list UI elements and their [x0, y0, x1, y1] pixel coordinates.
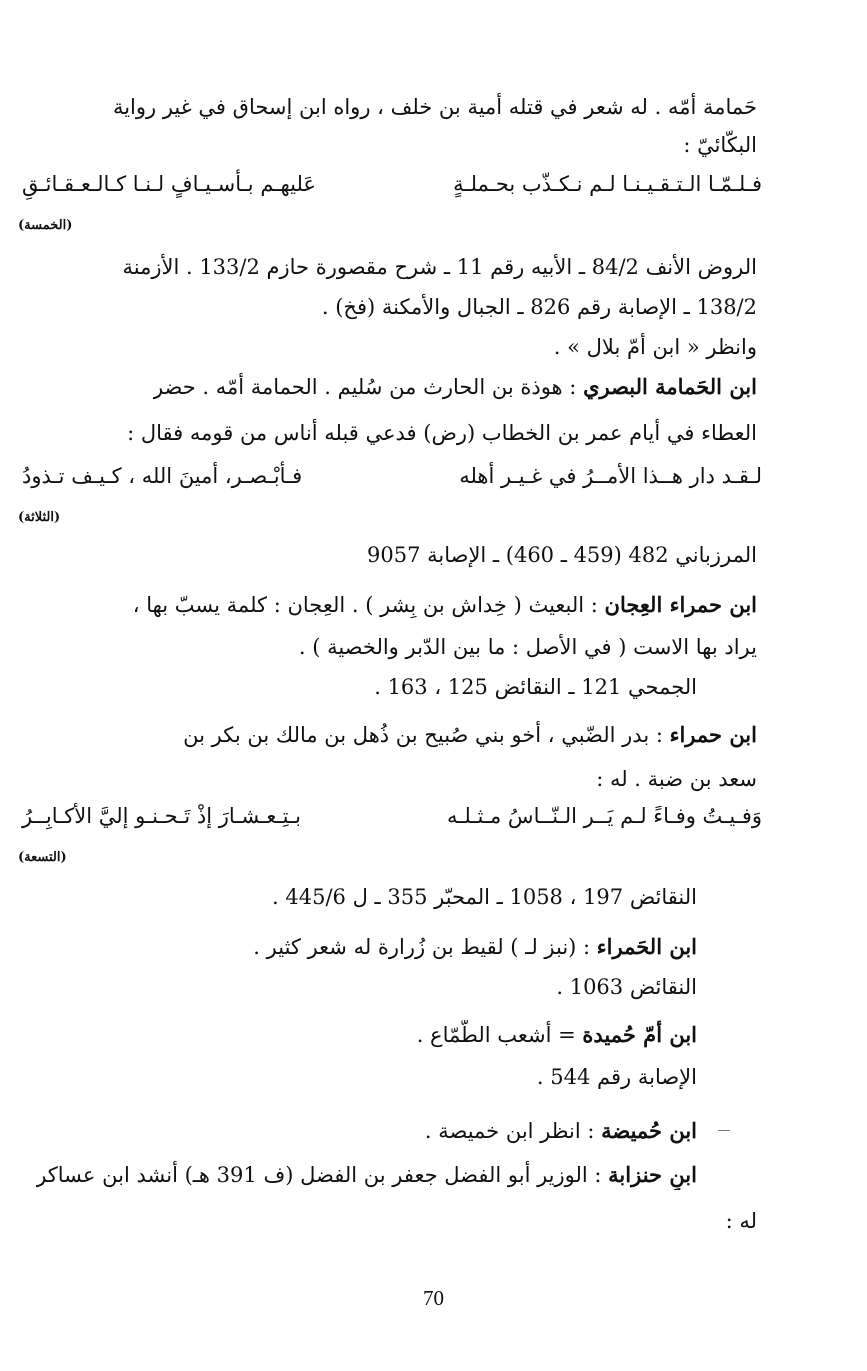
text-line: له :	[725, 1209, 757, 1233]
entry-line	[133, 590, 757, 620]
text-line: النقائض 197 ، 1058 ـ المحبّر 355 ـ ل 445/6 .	[272, 885, 697, 909]
text-line: الروض الأنف 84/2 ـ الأبيه رقم 11 ـ شرح مقصورة حازم 133/2 . الأزمنة	[122, 255, 757, 279]
text-line: الإصابة رقم 544 .	[536, 1065, 697, 1089]
text-line: الجمحي 121 ـ النقائض 125 ، 163 .	[374, 675, 697, 699]
verse-hemistich-second: بـتِـعـشـارَ إذْ تَـحـنـو إليَّ الأكـابِــرُ	[22, 804, 301, 828]
text-line: العطاء في أيام عمر بن الخطاب (رض) فدعي قبله أناس من قومه فقال :	[127, 421, 757, 445]
entry-text: = أشعب الطّمّاع .	[416, 1023, 583, 1047]
entry-line	[417, 1020, 697, 1050]
entry-line	[253, 932, 697, 962]
entry-text: : الوزير أبو الفضل جعفر بن الفضل (ف 391 هـ) أنشد ابن عساكر	[36, 1163, 609, 1187]
text-line: سعد بن ضبة . له :	[596, 767, 757, 791]
entry-text: : (نبز لـ ) لقيط بن زُرارة له شعر كثير .	[253, 935, 597, 959]
meter-tag: (الخمسة)	[18, 218, 73, 233]
text-line: النقائض 1063 .	[556, 975, 697, 999]
entry-headword: ابن أمّ حُميدة	[582, 1022, 697, 1047]
entry-headword: ابن حمراء العِجان	[604, 592, 757, 617]
entry-headword: ابن الحَمراء	[596, 934, 697, 959]
entry-line	[153, 372, 757, 402]
meter-tag: (الثلاثة)	[18, 510, 61, 525]
entry-text: : البعيث ( خِداش بن بِشر ) . العِجان : كلمة يسبّ بها ،	[132, 593, 605, 617]
verse-line	[22, 168, 762, 200]
entry-headword: ابن حمراء	[669, 722, 757, 747]
entry-text: : انظر ابن خميصة .	[424, 1119, 602, 1143]
entry-headword: ابن الحَمامة البصري	[583, 374, 757, 399]
margin-mark	[718, 1130, 730, 1131]
text-line: وانظر « ابن أمّ بلال » .	[553, 335, 757, 359]
entry-headword: ابنِ حنزابة	[608, 1162, 697, 1187]
text-line: المرزباني 482 (459 ـ 460) ـ الإصابة 9057	[366, 543, 757, 567]
entry-text: : بدر الضّبي ، أخو بني صُبيح بن ذُهل بن مالك بن بكر بن	[183, 723, 670, 747]
entry-line	[183, 720, 757, 750]
verse-line	[22, 460, 762, 492]
verse-hemistich-first: فـلـمّـا الـتـقـيـنـا لـم نـكـذّب بحـملـةٍ	[453, 172, 762, 196]
page-number: 70	[423, 1286, 444, 1310]
verse-hemistich-second: فـأبْـصـر، أمينَ الله ، كـيـف تـذودُ	[22, 464, 303, 488]
text-line: حَمامة أمّه . له شعر في قتله أمية بن خلف ، رواه ابن إسحاق في غير رواية	[112, 95, 757, 119]
entry-headword: ابن حُميضة	[601, 1118, 697, 1143]
text-line: يراد بها الاست ( في الأصل : ما بين الدّبر والخصية ) .	[298, 635, 757, 659]
text-line: البكّائيّ :	[683, 133, 757, 157]
text-line: 138/2 ـ الإصابة رقم 826 ـ الجبال والأمكنة (فخ) .	[321, 295, 757, 319]
entry-text: : هوذة بن الحارث من سُليم . الحمامة أمّه . حضر	[152, 375, 584, 399]
verse-hemistich-second: عَليهـم بـأسـيـافٍ لـنـا كـالـعـقـائـقِ	[22, 172, 316, 196]
verse-line	[22, 800, 762, 832]
verse-hemistich-first: وَفـيـتُ وفـاءً لـم يَــر الـنّــاسُ مـثـلـه	[447, 804, 762, 828]
entry-line	[36, 1160, 697, 1190]
verse-hemistich-first: لـقـد دار هــذا الأمــرُ في غـيـر أهله	[459, 464, 762, 488]
meter-tag: (التسعة)	[18, 850, 67, 865]
entry-line	[425, 1116, 697, 1146]
